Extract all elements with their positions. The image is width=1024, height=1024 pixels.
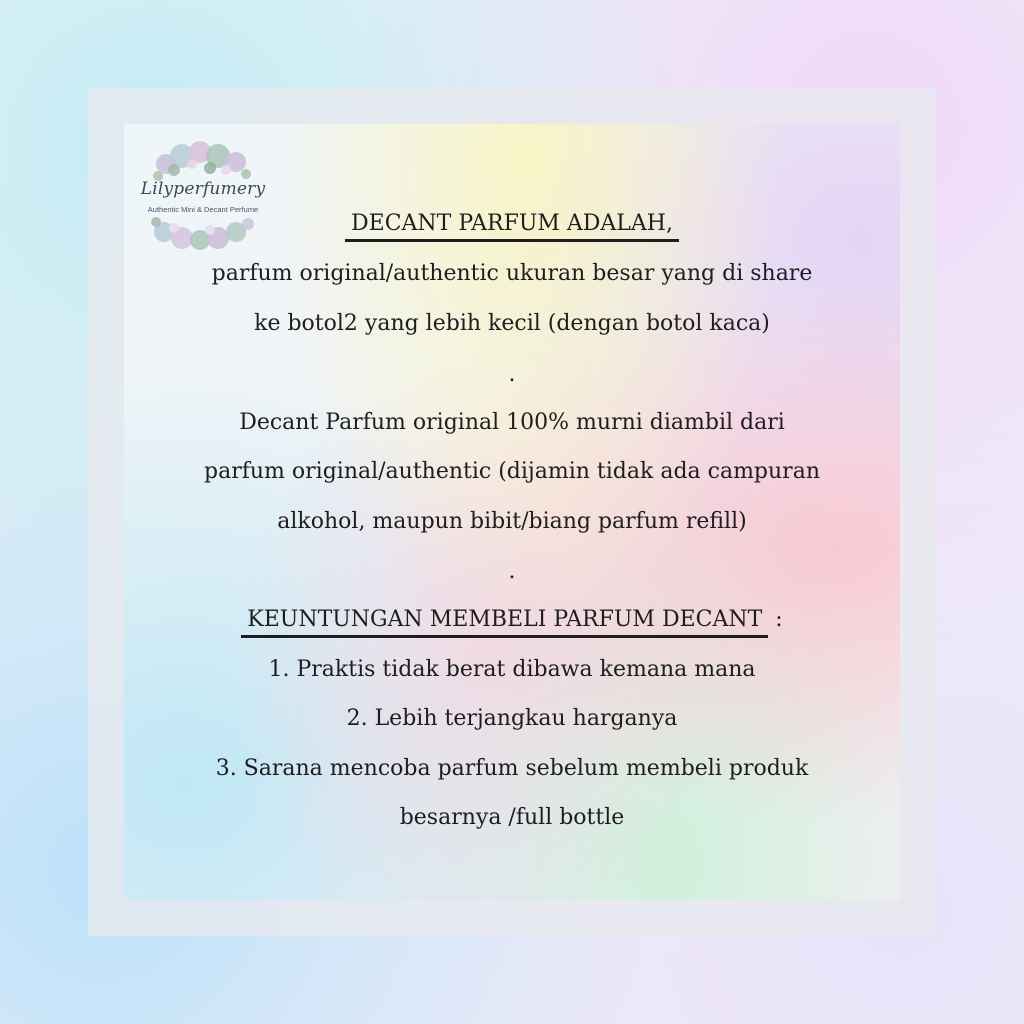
text-content	[124, 124, 900, 900]
brand-name: Lilyperfumery	[140, 179, 266, 199]
benefit-item: 2. Lebih terjangkau harganya	[346, 706, 678, 731]
section1-heading: DECANT PARFUM ADALAH,	[345, 211, 679, 242]
section1-heading-row	[144, 209, 880, 239]
section2-line: alkohol, maupun bibit/biang parfum refill)	[277, 509, 747, 534]
brand-tagline: Authentic Mini & Decant Perfume	[147, 205, 259, 214]
section3-heading-suffix: :	[768, 607, 783, 632]
section2-line: parfum original/authentic (dijamin tidak ada campuran	[204, 459, 820, 484]
section1-line: ke botol2 yang lebih kecil (dengan botol kaca)	[254, 311, 770, 336]
benefit-item: besarnya /full bottle	[399, 805, 625, 830]
section3-heading: KEUNTUNGAN MEMBELI PARFUM DECANT	[241, 607, 768, 638]
benefit-item: 1. Praktis tidak berat dibawa kemana mana	[268, 657, 756, 682]
section2-line: Decant Parfum original 100% murni diambil dari	[239, 410, 785, 435]
section3-heading-row	[144, 605, 880, 635]
separator-dot: .	[508, 559, 516, 584]
section1-line: parfum original/authentic ukuran besar yang di share	[211, 261, 813, 286]
separator-dot: .	[508, 362, 516, 387]
benefit-item: 3. Sarana mencoba parfum sebelum membeli produk	[215, 756, 809, 781]
content-panel	[124, 124, 900, 900]
